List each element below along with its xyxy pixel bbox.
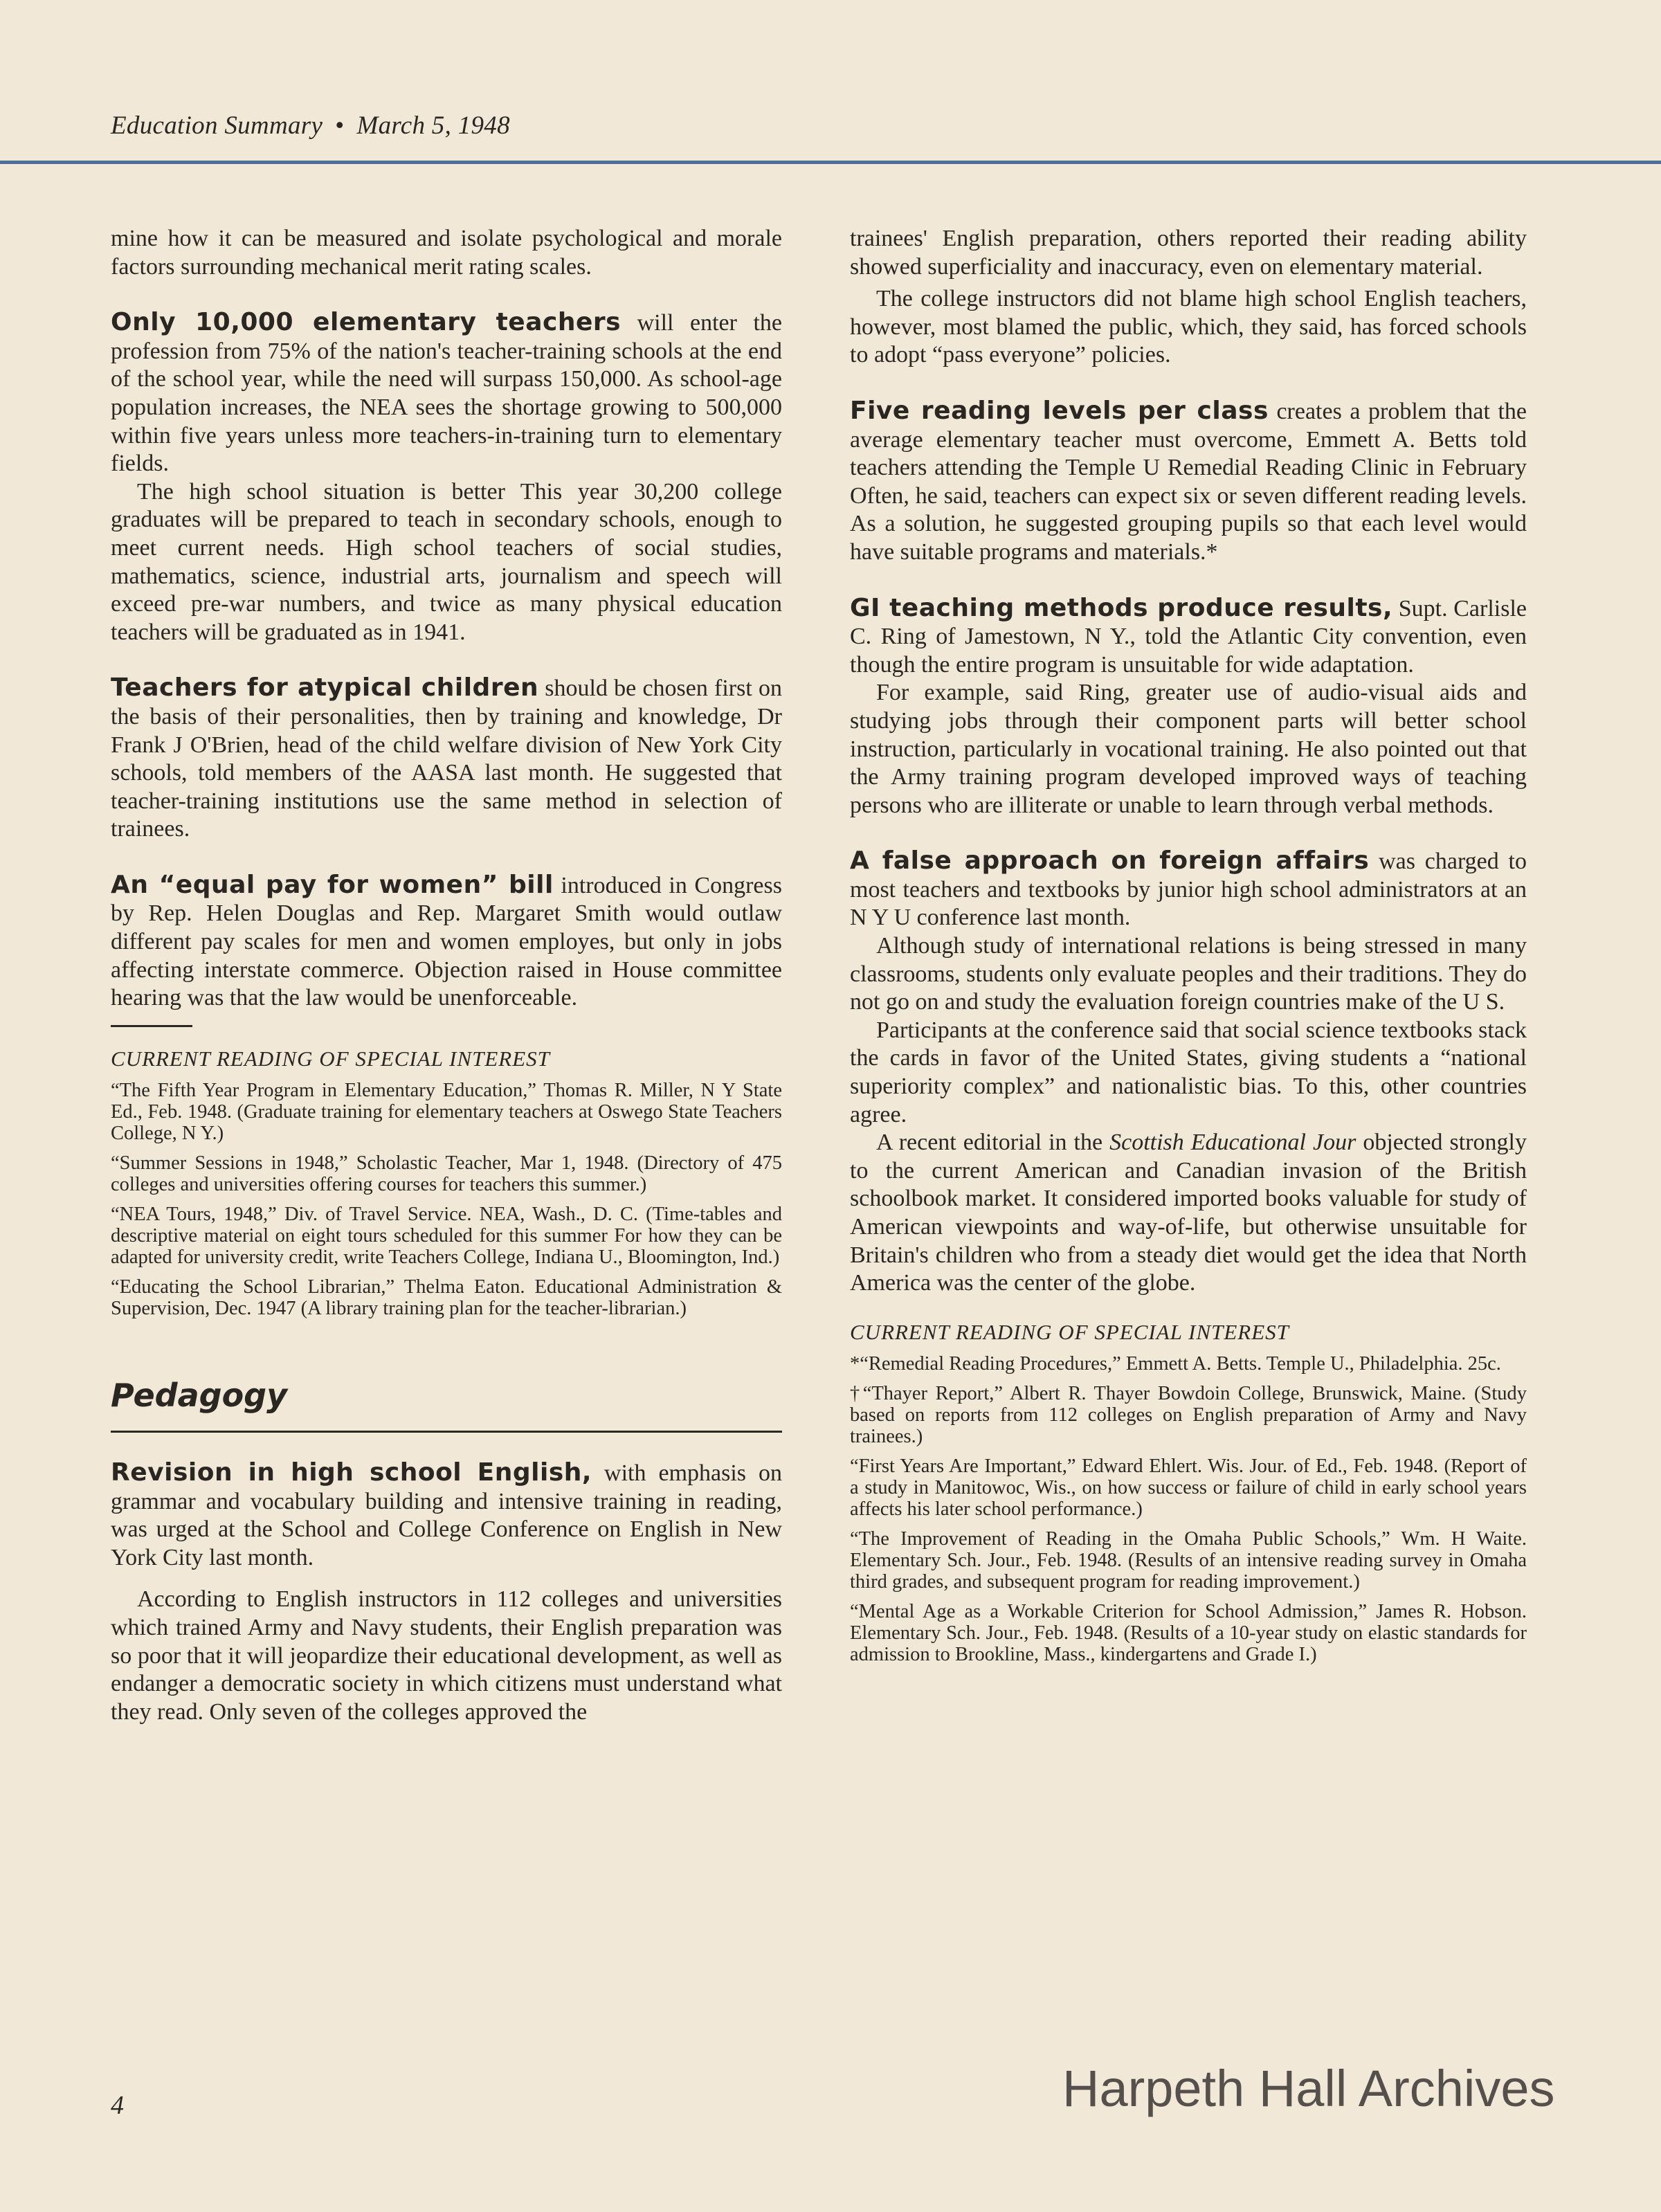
reading-list-item: “The Improvement of Reading in the Omaha Public Schools,” Wm. H Waite. Elementary Sch. Jour., Feb. 1948. (Results of an intensive reading survey in Omaha third grades, and subsequent program for reading improvement.)	[850, 1528, 1527, 1593]
article-atypical-children	[111, 674, 782, 844]
article-reading-levels	[850, 397, 1527, 567]
article-teacher-shortage	[111, 309, 782, 478]
paragraph: The college instructors did not blame high school English teachers, however, most blamed the public, which, they said, has forced schools to adopt “pass everyone” policies.	[850, 286, 1527, 368]
paragraph: Participants at the conference said that social science textbooks stack the cards in favor of the United States, giving students a “national superiority complex” and nationalistic bias. To this, other countries agree.	[850, 1017, 1527, 1127]
article-lead: Teachers for atypical children	[111, 673, 539, 702]
publication-title: Education Summary	[111, 111, 323, 140]
continued-paragraph: trainees' English preparation, others reported their reading ability showed superficiality and inaccuracy, even on elementary material.	[850, 226, 1527, 280]
right-column	[850, 225, 1527, 1674]
reading-list-heading: CURRENT READING OF SPECIAL INTEREST	[850, 1319, 1289, 1344]
paragraph: Although study of international relations is being stressed in many classrooms, students only evaluate peoples and their traditions. They do not go on and study the evaluation foreign countries make of the U S.	[850, 933, 1527, 1015]
article-lead: Revision in high school English,	[111, 1458, 592, 1487]
article-equal-pay	[111, 871, 782, 1013]
reading-list-item: “Educating the School Librarian,” Thelma Eaton. Educational Administration & Supervision, Dec. 1947 (A library training plan for the teacher-librarian.)	[111, 1276, 782, 1320]
reading-list-item: “Mental Age as a Workable Criterion for School Admission,” James R. Hobson. Elementary Sch. Jour., Feb. 1948. (Results of a 10-year study on elastic standards for admission to Brookline, Mass., kindergartens and Grade I.)	[850, 1601, 1527, 1666]
paragraph: The high school situation is better This year 30,200 college graduates will be prepared to teach in secondary schools, enough to meet current needs. High school teachers of social studies, mathematics, science, industrial arts, journalism and speech will exceed pre-war numbers, and twice as many physical education teachers will be graduated as in 1941.	[111, 478, 782, 645]
reading-list-item: *“Remedial Reading Procedures,” Emmett A. Betts. Temple U., Philadelphia. 25c.	[850, 1353, 1501, 1375]
section-heading: Pedagogy	[111, 1377, 288, 1415]
article-body: will enter the profession from 75% of the nation's teacher-training schools at the end of the school year, while the need will surpass 150,000. As school-age population increases, the NEA sees the shortage growing to 500,000 within five years unless more teachers-in-training turn to elementary fields.	[111, 310, 782, 477]
header-separator: •	[335, 111, 345, 140]
section-rule	[111, 1431, 782, 1433]
text: objected strongly to the current American and Canadian invasion of the British schoolbook market. It considered imported books valuable for study of American viewpoints and way-of-life, but otherwise unsuitable for Britain's children who from a steady diet would get the idea that North America was the center of the globe.	[850, 1130, 1527, 1296]
header-rule	[0, 161, 1661, 164]
issue-date: March 5, 1948	[356, 111, 510, 140]
reading-list-heading: CURRENT READING OF SPECIAL INTEREST	[111, 1046, 550, 1071]
paragraph: According to English instructors in 112 colleges and universities which trained Army and Navy students, their English preparation was so poor that it will jeopardize their educational development, as well as endanger a democratic society in which citizens must understand what they read. Only seven of the colleges approved the	[111, 1586, 782, 1725]
article-body: Supt. Carlisle C. Ring of Jamestown, N Y., told the Atlantic City convention, even though the entire program is unsuitable for wide adaptation.	[850, 595, 1527, 678]
running-header	[111, 111, 1661, 140]
paragraph	[850, 1129, 1527, 1298]
article-lead: A false approach on foreign affairs	[850, 846, 1370, 876]
article-body: with emphasis on grammar and vocabulary building and intensive training in reading, was urged at the School and College Conference on English in New York City last month.	[111, 1460, 783, 1570]
article-body: should be chosen first on the basis of their personalities, then by training and knowledge, Dr Frank J O'Brien, head of the child welfare division of New York City schools, told members of the AASA last month. He suggested that teacher-training institutions use the same method in selection of trainees.	[111, 676, 782, 842]
text: A recent editorial in the	[876, 1130, 1110, 1156]
article-body: creates a problem that the average elementary teacher must overcome, Emmett A. Betts told teachers attending the Temple U Remedial Reading Clinic in February Often, he said, teachers can expect six or seven different reading levels. As a solution, he suggested grouping pupils so that each level would have suitable programs and materials.*	[850, 398, 1527, 565]
journal-title: Scottish Educational Jour	[1109, 1130, 1356, 1156]
divider	[111, 1025, 192, 1027]
article-lead: Only 10,000 elementary teachers	[111, 308, 621, 337]
article-lead: GI teaching methods produce results,	[850, 593, 1393, 622]
article-english-revision	[111, 1459, 782, 1572]
reading-list-item: “The Fifth Year Program in Elementary Education,” Thomas R. Miller, N Y State Ed., Feb. 1948. (Graduate training for elementary teachers at Oswego State Teachers College, N Y.)	[111, 1080, 782, 1145]
left-column	[111, 225, 782, 1726]
reading-list-item: †“Thayer Report,” Albert R. Thayer Bowdoin College, Brunswick, Maine. (Study based on reports from 112 colleges on English preparation of Army and Navy trainees.)	[850, 1383, 1527, 1448]
page-number: 4	[111, 2091, 124, 2120]
article-body: introduced in Congress by Rep. Helen Douglas and Rep. Margaret Smith would outlaw different pay scales for men and women employes, but only in jobs affecting interstate commerce. Objection raised in House committee hearing was that the law would be unenforceable.	[111, 872, 782, 1011]
archive-watermark: Harpeth Hall Archives	[1062, 2060, 1555, 2117]
reading-list-item: “Summer Sessions in 1948,” Scholastic Teacher, Mar 1, 1948. (Directory of 475 colleges and universities offering courses for teachers this summer.)	[111, 1152, 782, 1196]
article-foreign-affairs	[850, 847, 1527, 932]
reading-list-item: “First Years Are Important,” Edward Ehlert. Wis. Jour. of Ed., Feb. 1948. (Report of a study in Manitowoc, Wis., on how success or failure of child in early school years affects his later school performance.)	[850, 1456, 1527, 1521]
reading-list-item: “NEA Tours, 1948,” Div. of Travel Service. NEA, Wash., D. C. (Time-tables and descriptive material on eight tours scheduled for this summer For how they can be adapted for university credit, write Teachers College, Indiana U., Bloomington, Ind.)	[111, 1204, 782, 1269]
article-body: was charged to most teachers and textbooks by junior high school administrators at an N Y U conference last month.	[850, 849, 1527, 931]
paragraph: For example, said Ring, greater use of audio-visual aids and studying jobs through their component parts will better school instruction, particularly in vocational training. He also pointed out that the Army training program developed improved ways of teaching persons who are illiterate or unable to learn through verbal methods.	[850, 680, 1527, 818]
article-lead: An “equal pay for women” bill	[111, 870, 554, 899]
continued-paragraph: mine how it can be measured and isolate psychological and morale factors surrounding mechanical merit rating scales.	[111, 226, 782, 280]
article-gi-methods	[850, 595, 1527, 680]
article-lead: Five reading levels per class	[850, 396, 1269, 425]
